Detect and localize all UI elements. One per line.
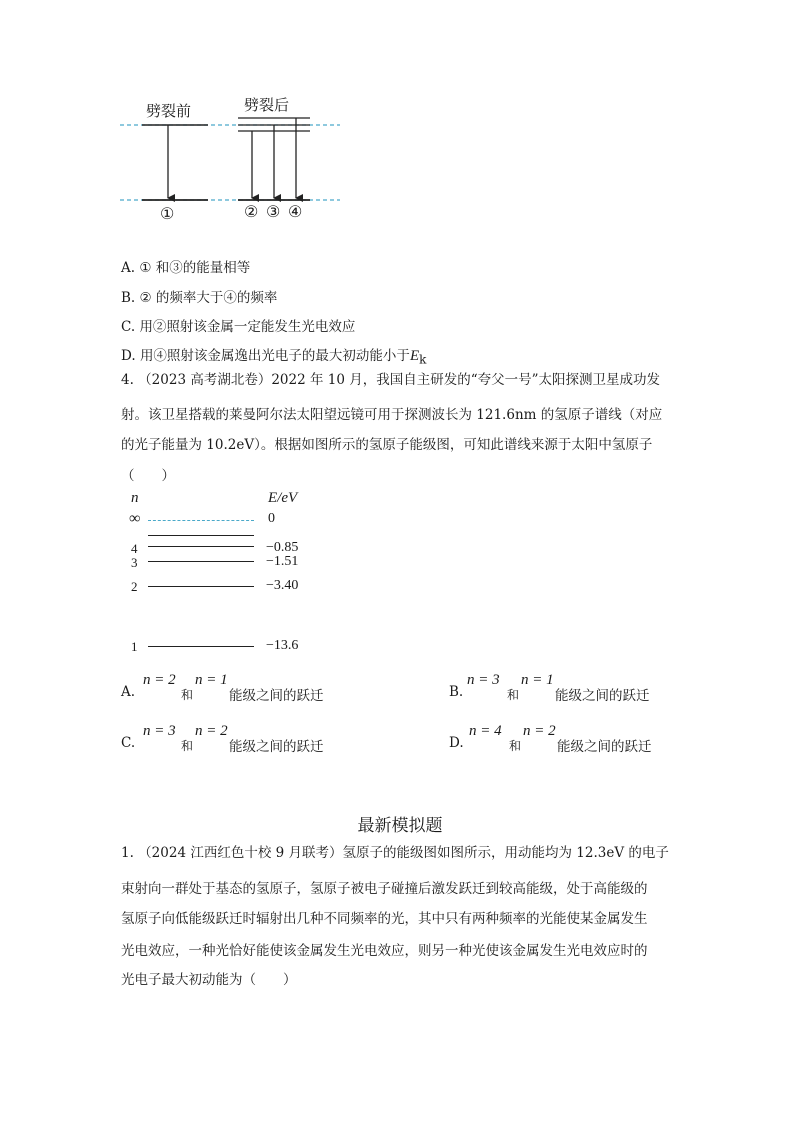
- n-upper: n = 3: [467, 672, 500, 688]
- option-letter: A.: [121, 684, 136, 700]
- option-text: ② 的频率大于④的频率: [139, 290, 278, 306]
- option-c: [121, 315, 355, 335]
- option-letter: D.: [449, 735, 464, 751]
- level-line-1: [148, 646, 254, 647]
- level-n-1: 1: [131, 639, 138, 654]
- option-text: 用②照射该金属一定能发生光电效应: [139, 319, 356, 335]
- and-text: 和: [507, 688, 520, 702]
- q4-line-3: 的光子能量为 10.2eV）。根据如图所示的氢原子能级图，可知此谱线来源于太阳中氢原子: [121, 437, 653, 453]
- n-lower: n = 1: [195, 672, 228, 688]
- mark-1: ①: [160, 204, 175, 223]
- n-lower: n = 2: [195, 723, 228, 739]
- level-e-1: −13.6: [266, 638, 299, 653]
- q4-line-1: 4. （2023 高考湖北卷）2022 年 10 月，我国自主研发的“夸父一号”太阳探测卫星成功发: [121, 372, 661, 388]
- splitting-diagram-svg: [110, 110, 350, 220]
- n-lower: n = 1: [521, 672, 554, 688]
- q4-line-2: 射。该卫星搭载的莱曼阿尔法太阳望远镜可用于探测波长为 121.6nm 的氢原子谱线（对应: [121, 407, 663, 423]
- option-tail: 能级之间的跃迁: [229, 688, 324, 704]
- and-text: 和: [181, 688, 194, 702]
- q1-line-1: 1. （2024 江西红色十校 9 月联考）氢原子的能级图如图所示，用动能均为 12.3eV 的电子: [121, 845, 669, 861]
- option-tail: 能级之间的跃迁: [557, 739, 652, 755]
- n-upper: n = 4: [469, 723, 502, 739]
- and-text: 和: [509, 739, 522, 753]
- level-e-3: −1.51: [266, 554, 299, 569]
- option-letter: B.: [121, 290, 136, 306]
- level-n-inf: ∞: [129, 510, 141, 527]
- level-line-2: [148, 586, 254, 587]
- level-e-inf: 0: [268, 511, 275, 526]
- option-letter: C.: [121, 319, 136, 335]
- level-n-3: 3: [131, 555, 138, 570]
- mark-3: ③: [266, 202, 281, 221]
- section-title: 最新模拟题: [357, 816, 443, 836]
- option-d: [121, 344, 426, 367]
- level-line-5: [148, 535, 254, 536]
- q1-line-4: 光电效应，一种光恰好能使该金属发生光电效应，则另一种光使该金属发生光电效应时的: [121, 943, 648, 959]
- level-n-4: 4: [131, 541, 138, 556]
- label-before-split: 劈裂前: [146, 102, 192, 120]
- option-tail: 能级之间的跃迁: [229, 739, 324, 755]
- option-text: 用④照射该金属逸出光电子的最大初动能小于: [139, 348, 410, 364]
- level-e-2: −3.40: [266, 578, 299, 593]
- q4-line-4: （ ）: [121, 468, 175, 484]
- n-upper: n = 2: [143, 672, 176, 688]
- level-n-2: 2: [131, 579, 138, 594]
- ek-symbol: E: [409, 348, 420, 364]
- e-axis-header: E/eV: [268, 490, 298, 506]
- mark-2: ②: [244, 202, 259, 221]
- level-line-4: [148, 546, 254, 547]
- option-letter: D.: [121, 348, 136, 364]
- mark-4: ④: [288, 202, 303, 221]
- option-b: [121, 286, 277, 306]
- option-a: [121, 256, 250, 276]
- option-tail: 能级之间的跃迁: [555, 688, 650, 704]
- level-e-4: −0.85: [266, 540, 299, 555]
- option-letter: B.: [449, 684, 464, 700]
- ek-subscript: k: [419, 352, 427, 367]
- level-line-3: [148, 561, 254, 562]
- option-text: ① 和③的能量相等: [139, 260, 251, 276]
- q1-line-2: 束射向一群处于基态的氢原子，氢原子被电子碰撞后激发跃迁到较高能级，处于高能级的: [121, 881, 648, 897]
- option-letter: A.: [121, 260, 136, 276]
- level-line-inf: [148, 520, 254, 521]
- n-upper: n = 3: [143, 723, 176, 739]
- n-lower: n = 2: [523, 723, 556, 739]
- and-text: 和: [181, 739, 194, 753]
- n-axis-header: n: [131, 490, 139, 506]
- option-letter: C.: [121, 735, 136, 751]
- q1-line-5: 光电子最大初动能为（ ）: [121, 972, 297, 988]
- q1-line-3: 氢原子向低能级跃迁时辐射出几种不同频率的光，其中只有两种频率的光能使某金属发生: [121, 911, 648, 927]
- label-after-split: 劈裂后: [244, 96, 290, 114]
